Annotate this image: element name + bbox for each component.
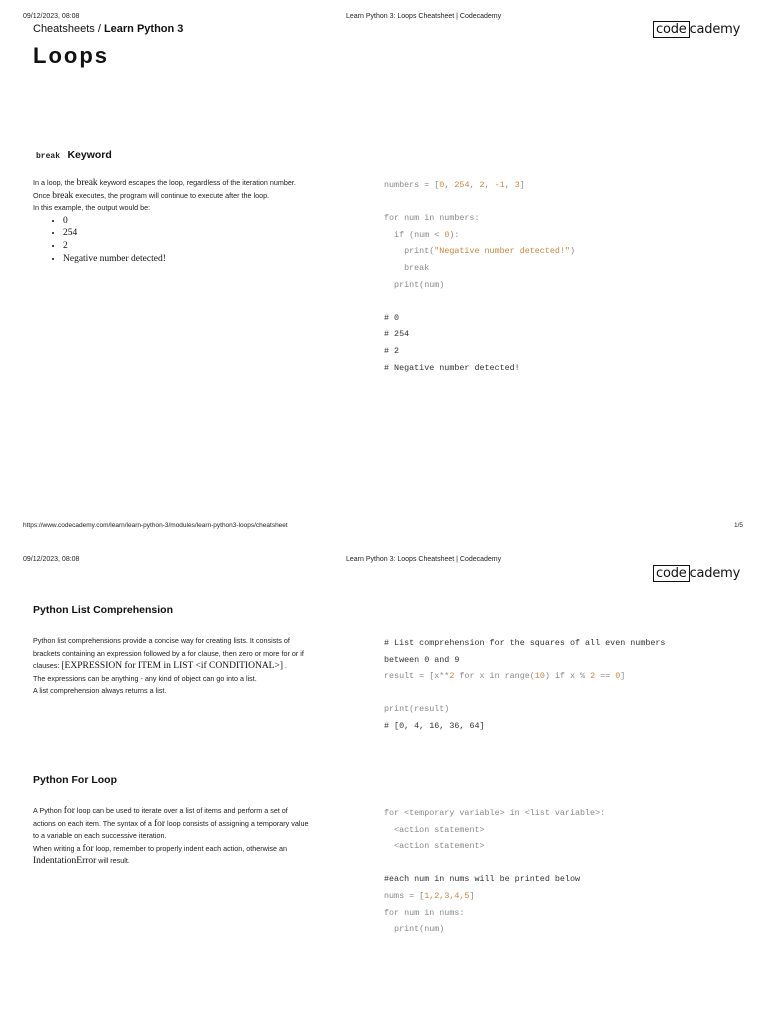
code-line: nums = [1,2,3,4,5] bbox=[384, 890, 475, 901]
code-line: for <temporary variable> in <list variable>: bbox=[384, 808, 606, 818]
break-desc-line-3: In this example, the output would be: bbox=[33, 203, 151, 213]
break-code-block[interactable] bbox=[384, 177, 575, 376]
code-line: numbers = [0, 254, 2, -1, 3] bbox=[384, 180, 525, 190]
code-line: print(result) bbox=[384, 704, 450, 715]
list-comp-line-1: Python list comprehensions provide a concise way for creating lists. It consists of bbox=[33, 636, 290, 645]
codecademy-logo[interactable] bbox=[653, 566, 740, 581]
code-comment: between 0 and 9 bbox=[384, 654, 460, 665]
list-item: • 2 bbox=[63, 240, 348, 253]
code-line: break bbox=[384, 262, 430, 273]
code-line: <action statement> bbox=[384, 824, 485, 835]
breadcrumb-separator: / bbox=[94, 23, 104, 35]
code-line: if (num < 0): bbox=[384, 229, 460, 240]
logo-code: code bbox=[653, 565, 690, 582]
keyword-heading-text: Keyword bbox=[67, 149, 112, 161]
list-item: • 254 bbox=[63, 227, 348, 240]
inline-code-syntax: [EXPRESSION for ITEM in LIST <if CONDITIONAL>] bbox=[61, 661, 284, 672]
inline-code-indentation-error: IndentationError bbox=[33, 856, 97, 867]
print-doc-title: Learn Python 3: Loops Cheatsheet | Codecademy bbox=[346, 556, 502, 563]
list-comp-line-3: clauses: [EXPRESSION for ITEM in LIST <if CONDITIONAL>] . bbox=[33, 661, 288, 672]
logo-cademy: cademy bbox=[689, 22, 741, 37]
for-desc-line-3: to a variable on each successive iteration. bbox=[33, 831, 167, 841]
codecademy-logo[interactable] bbox=[653, 22, 740, 37]
for-loop-code-block[interactable] bbox=[384, 805, 605, 938]
breadcrumb-root[interactable]: Cheatsheets bbox=[33, 23, 95, 35]
code-comment: # List comprehension for the squares of all even numbers bbox=[384, 638, 666, 648]
footer-url[interactable]: https://www.codecademy.com/learn/learn-python-3/modules/learn-python3-loops/cheatsheet bbox=[23, 522, 288, 529]
list-comprehension-heading: Python List Comprehension bbox=[33, 604, 174, 616]
code-comment: # 254 bbox=[384, 329, 410, 340]
list-comprehension-description bbox=[33, 635, 353, 698]
code-line: <action statement> bbox=[384, 841, 485, 852]
code-line: result = [x**2 for x in range(10) if x % 2 == 0] bbox=[384, 671, 626, 682]
print-datetime: 09/12/2023, 08:08 bbox=[23, 13, 80, 20]
for-desc-line-1: A Python for loop can be used to iterate over a list of items and perform a set of bbox=[33, 806, 288, 816]
code-comment: # 2 bbox=[384, 345, 400, 356]
for-desc-line-2: actions on each item. The syntax of a for loop consists of assigning a temporary value bbox=[33, 818, 309, 829]
code-line: for num in nums: bbox=[384, 907, 465, 918]
page-title: Loops bbox=[33, 43, 109, 68]
inline-code-break: break bbox=[76, 178, 98, 188]
list-item: • 0 bbox=[63, 215, 348, 228]
print-datetime: 09/12/2023, 08:08 bbox=[23, 556, 80, 563]
breadcrumb-current[interactable]: Learn Python 3 bbox=[103, 23, 184, 35]
print-doc-title: Learn Python 3: Loops Cheatsheet | Codecademy bbox=[346, 13, 502, 20]
list-item: • Negative number detected! bbox=[63, 253, 348, 266]
break-output-list bbox=[33, 215, 348, 265]
logo-cademy: cademy bbox=[689, 566, 741, 581]
footer-page-number: 1/5 bbox=[734, 522, 744, 529]
code-comment: #each num in nums will be printed below bbox=[384, 874, 581, 885]
list-comp-line-2: brackets containing an expression followed by a for clause, then zero or more for or if bbox=[33, 648, 304, 658]
break-keyword-code: break bbox=[36, 152, 61, 161]
break-description bbox=[33, 177, 348, 265]
code-comment: # Negative number detected! bbox=[384, 362, 520, 373]
inline-code-for: for bbox=[63, 806, 75, 816]
breadcrumb bbox=[33, 23, 183, 35]
inline-code-for: for bbox=[153, 818, 166, 829]
break-desc-line-1: In a loop, the break keyword escapes the loop, regardless of the iteration number. bbox=[33, 178, 296, 188]
code-line: print("Negative number detected!") bbox=[384, 246, 575, 257]
logo-code: code bbox=[653, 21, 690, 38]
for-loop-description bbox=[33, 805, 353, 868]
code-line: print(num) bbox=[384, 924, 445, 935]
inline-code-for: for bbox=[82, 843, 94, 854]
inline-code-break: break bbox=[52, 190, 74, 201]
code-line: print(num) bbox=[384, 279, 445, 290]
code-comment: # [0, 4, 16, 36, 64] bbox=[384, 720, 485, 731]
list-comp-line-5: A list comprehension always returns a list. bbox=[33, 686, 167, 696]
for-desc-line-4: When writing a for loop, remember to properly indent each action, otherwise an bbox=[33, 843, 287, 854]
for-desc-line-5: IndentationError will result. bbox=[33, 856, 130, 867]
list-comp-line-4: The expressions can be anything - any kind of object can go into a list. bbox=[33, 673, 257, 683]
break-keyword-heading bbox=[36, 145, 112, 163]
for-loop-heading: Python For Loop bbox=[33, 774, 117, 786]
code-comment: # 0 bbox=[384, 312, 400, 323]
code-line: for num in numbers: bbox=[384, 213, 480, 224]
list-comprehension-code-block[interactable] bbox=[384, 635, 665, 735]
break-desc-line-2: Once break executes, the program will continue to execute after the loop. bbox=[33, 190, 270, 201]
